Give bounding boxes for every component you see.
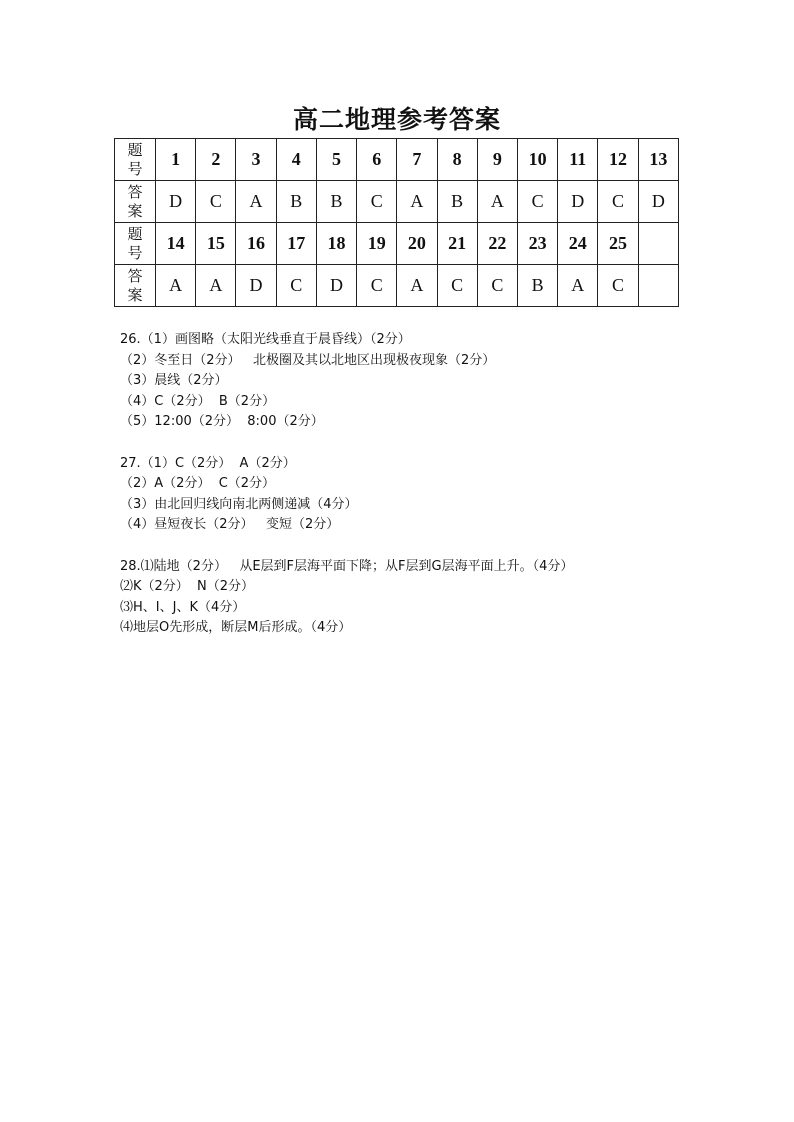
answer-cell: A — [397, 265, 437, 307]
answer-cell: B — [517, 265, 557, 307]
question-number-cell: 2 — [196, 139, 236, 181]
answer-cell: C — [357, 265, 397, 307]
question-number-cell: 14 — [156, 223, 196, 265]
answer-cell: C — [196, 181, 236, 223]
answer-line: （4）C（2分） B（2分） — [120, 393, 276, 409]
answer-cell: B — [437, 181, 477, 223]
answer-cell: A — [156, 265, 196, 307]
question-number-cell: 1 — [156, 139, 196, 181]
empty-cell — [638, 265, 678, 307]
answer-line: 28.⑴陆地（2分） 从E层到F层海平面下降；从F层到G层海平面上升。（4分） — [120, 558, 574, 574]
answer-cell: C — [357, 181, 397, 223]
answer-cell: D — [236, 265, 276, 307]
answer-cell: A — [236, 181, 276, 223]
answer-line: ⑶H、I、J、K（4分） — [120, 599, 246, 615]
answer-cell: B — [316, 181, 356, 223]
row-header-answer: 答 案 — [115, 181, 156, 223]
answer-line: （5）12:00（2分） 8:00（2分） — [120, 414, 324, 430]
question-number-cell: 25 — [598, 223, 638, 265]
row-header-question-number: 题 号 — [115, 139, 156, 181]
question-28-answers — [120, 557, 760, 639]
answer-cell: C — [276, 265, 316, 307]
answer-cell: D — [316, 265, 356, 307]
question-number-cell: 11 — [558, 139, 598, 181]
answer-cell: A — [477, 181, 517, 223]
row-header-answer: 答 案 — [115, 265, 156, 307]
row-header-question-number: 题 号 — [115, 223, 156, 265]
question-number-cell: 17 — [276, 223, 316, 265]
answer-line: （2）冬至日（2分） 北极圈及其以北地区出现极夜现象（2分） — [120, 352, 496, 368]
answer-line: （3）由北回归线向南北两侧递减（4分） — [120, 496, 358, 512]
answer-line: ⑵K（2分） N（2分） — [120, 579, 255, 595]
written-answers — [120, 330, 760, 660]
question-number-cell: 8 — [437, 139, 477, 181]
question-number-row-2 — [115, 223, 679, 265]
answer-cell: B — [276, 181, 316, 223]
answer-line: （3）晨线（2分） — [120, 373, 228, 389]
question-number-cell: 16 — [236, 223, 276, 265]
answer-line: ⑷地层O先形成，断层M后形成。（4分） — [120, 620, 352, 636]
answer-line: （2）A（2分） C（2分） — [120, 476, 276, 492]
question-number-cell: 4 — [276, 139, 316, 181]
question-number-cell: 7 — [397, 139, 437, 181]
answer-cell: C — [477, 265, 517, 307]
question-number-cell: 5 — [316, 139, 356, 181]
answer-line: 26.（1）画图略（太阳光线垂直于晨昏线）（2分） — [120, 332, 411, 347]
answer-cell: C — [437, 265, 477, 307]
question-number-cell: 10 — [517, 139, 557, 181]
question-number-cell: 20 — [397, 223, 437, 265]
answer-cell: A — [196, 265, 236, 307]
answer-cell: D — [558, 181, 598, 223]
answer-cell: A — [397, 181, 437, 223]
question-number-cell: 6 — [357, 139, 397, 181]
question-number-row-1 — [115, 139, 679, 181]
answer-cell: D — [156, 181, 196, 223]
question-number-cell: 18 — [316, 223, 356, 265]
answer-table — [114, 138, 679, 307]
question-27-answers — [120, 454, 760, 536]
question-number-cell: 21 — [437, 223, 477, 265]
answer-cell: C — [598, 265, 638, 307]
question-number-cell: 12 — [598, 139, 638, 181]
answer-cell: D — [638, 181, 678, 223]
answer-line: 27.（1）C（2分） A（2分） — [120, 455, 296, 471]
question-number-cell: 23 — [517, 223, 557, 265]
answer-cell: C — [598, 181, 638, 223]
answer-line: （4）昼短夜长（2分） 变短（2分） — [120, 517, 340, 533]
question-26-answers — [120, 330, 760, 433]
page-title: 高二地理参考答案 — [292, 105, 501, 134]
question-number-cell: 13 — [638, 139, 678, 181]
question-number-cell: 19 — [357, 223, 397, 265]
question-number-cell: 24 — [558, 223, 598, 265]
answer-cell: C — [517, 181, 557, 223]
empty-cell — [638, 223, 678, 265]
answer-row-2 — [115, 265, 679, 307]
question-number-cell: 22 — [477, 223, 517, 265]
question-number-cell: 3 — [236, 139, 276, 181]
answer-cell: A — [558, 265, 598, 307]
question-number-cell: 15 — [196, 223, 236, 265]
question-number-cell: 9 — [477, 139, 517, 181]
answer-row-1 — [115, 181, 679, 223]
